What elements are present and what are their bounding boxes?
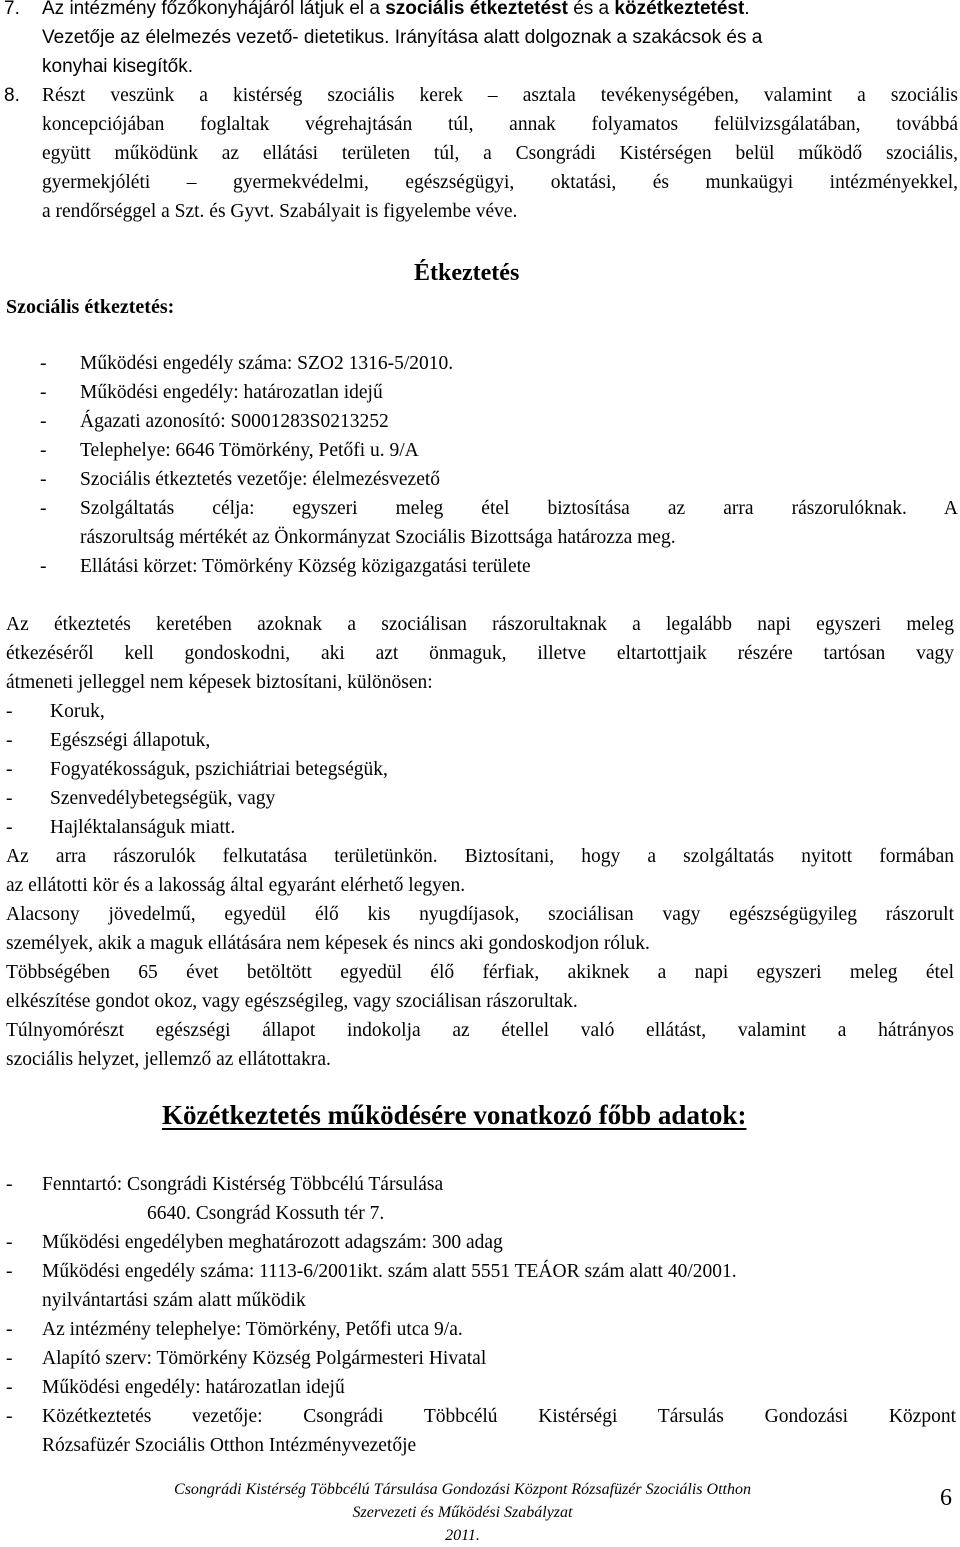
item-8 (0, 81, 958, 226)
footer-line: Szervezeti és Működési Szabályzat (352, 1504, 573, 1521)
paragraph-line: Az arra rászorulók felkutatása területünkön. Biztosítani, hogy a szolgáltatás nyitott formában (6, 846, 954, 867)
item-7 (0, 0, 960, 81)
paragraph-line: Az étkeztetés keretében azoknak a szociálisan rászorultaknak a legalább napi egyszeri meleg (6, 614, 954, 635)
page-footer (140, 1478, 785, 1547)
list-item: - Működési engedély: határozatlan idejű (6, 1377, 345, 1398)
paragraph-line: elkészítése gondot okoz, vagy egészségileg, vagy szociálisan rászorultak. (6, 991, 578, 1012)
paragraph-line: étkezéséről kell gondoskodni, aki azt önmaguk, illetve eltartottjaik részére tartósan vagy (6, 643, 954, 664)
paragraph-line: Túlnyomórészt egészségi állapot indokolja az étellel való ellátást, valamint a hátrányos (6, 1020, 954, 1041)
item-8-line: koncepciójában foglaltak végrehajtásán túl, annak folyamatos felülvizsgálatában, továbbá (42, 114, 958, 135)
list-item: - Ágazati azonosító: S0001283S0213252 (40, 411, 389, 432)
item-8-line: Részt veszünk a kistérség szociális kerek – asztala tevékenységében, valamint a szociális (42, 85, 958, 106)
page-number: 6 (940, 1485, 952, 1511)
item-8-line: együtt működünk az ellátási területen túl, a Csongrádi Kistérségen belül működő szociális, (42, 143, 958, 164)
item-7-number: 7. (4, 0, 20, 19)
list-item: - Ellátási körzet: Tömörkény Község közigazgatási területe (40, 556, 531, 577)
paragraph-line: az ellátotti kör és a lakosság által egyaránt elérhető legyen. (6, 875, 466, 896)
list-item: - Működési engedélyben meghatározott adagszám: 300 adag (6, 1232, 503, 1253)
list-item: - Koruk, (6, 701, 105, 722)
list-item: - Szolgáltatás célja: egyszeri meleg étel biztosítása az arra rászorulóknak. A rászorultság mértékét az Önkormányzat Szociális Bizottsága határozza meg. (40, 498, 958, 548)
social-catering-term: szociális étkeztetést (385, 0, 568, 19)
reason-list (6, 697, 954, 842)
footer-line: 2011. (445, 1527, 480, 1544)
item-8-line: gyermekjóléti – gyermekvédelmi, egészségügyi, oktatási, és munkaügyi intézményekkel, (42, 172, 958, 193)
item-7-line2: Vezetője az élelmezés vezető- dietetikus. Irányítása alatt dolgoznak a szakácsok és a (42, 27, 763, 48)
szocialis-etkeztetes-subheading: Szociális étkeztetés: (6, 296, 175, 318)
paragraph-line: átmeneti jelleggel nem képesek biztosítani, különösen: (6, 672, 433, 693)
paragraph-line: személyek, akik a maguk ellátására nem képesek és nincs aki gondoskodjon róluk. (6, 933, 650, 954)
list-item: - Szociális étkeztetés vezetője: élelmezésvezető (40, 469, 441, 490)
list-item: - Hajléktalanságuk miatt. (6, 817, 236, 838)
kozetkeztetes-heading: Közétkeztetés működésére vonatkozó főbb adatok: (162, 1100, 747, 1130)
item-7-line3: konyhai kisegítők. (42, 56, 194, 77)
item-8-line: a rendőrséggel a Szt. és Gyvt. Szabályait is figyelembe véve. (42, 201, 518, 222)
list-item: - Működési engedély: határozatlan idejű (40, 382, 383, 403)
paragraph-line: Többségében 65 évet betöltött egyedül élő férfiak, akiknek a napi egyszeri meleg étel (6, 962, 954, 983)
etkeztetes-list (0, 349, 958, 581)
item-8-number: 8. (4, 85, 20, 106)
body-text (6, 610, 954, 1074)
list-item: - Telephelye: 6646 Tömörkény, Petőfi u. 9/A (40, 440, 419, 461)
list-item: - Szenvedélybetegségük, vagy (6, 788, 276, 809)
etkeztetes-heading: Étkeztetés (414, 260, 520, 286)
list-item: - Közétkeztetés vezetője: Csongrádi Többcélú Kistérségi Társulás Gondozási Központ Rózsafüzér Szociális Otthon Intézményvezetője (6, 1406, 956, 1456)
list-item: - Fenntartó: Csongrádi Kistérség Többcélú Társulása 6640. Csongrád Kossuth tér 7. (6, 1174, 444, 1224)
list-item: - Működési engedély száma: 1113-6/2001ikt. szám alatt 5551 TEÁOR szám alatt 40/2001. nyilvántartási szám alatt működik (6, 1261, 737, 1311)
list-item: - Működési engedély száma: SZO2 1316-5/2010. (40, 353, 454, 374)
paragraph-line: Alacsony jövedelmű, egyedül élő kis nyugdíjasok, szociálisan vagy egészségügyileg rászorult (6, 904, 954, 925)
list-item: - Az intézmény telephelye: Tömörkény, Petőfi utca 9/a. (6, 1319, 463, 1340)
list-item: - Alapító szerv: Tömörkény Község Polgármesteri Hivatal (6, 1348, 487, 1369)
public-catering-term: közétkeztetést (614, 0, 745, 19)
paragraph-line: szociális helyzet, jellemző az ellátottakra. (6, 1049, 331, 1070)
list-item: - Fogyatékosságuk, pszichiátriai betegségük, (6, 759, 388, 780)
item-7-line1: Az intézmény főzőkonyhájáról látjuk el a szociális étkeztetést és a közétkeztetést. (42, 0, 750, 19)
kozetkeztetes-list (6, 1170, 956, 1460)
footer-line: Csongrádi Kistérség Többcélú Társulása Gondozási Központ Rózsafüzér Szociális Otthon (174, 1481, 751, 1498)
list-item: - Egészségi állapotuk, (6, 730, 211, 751)
